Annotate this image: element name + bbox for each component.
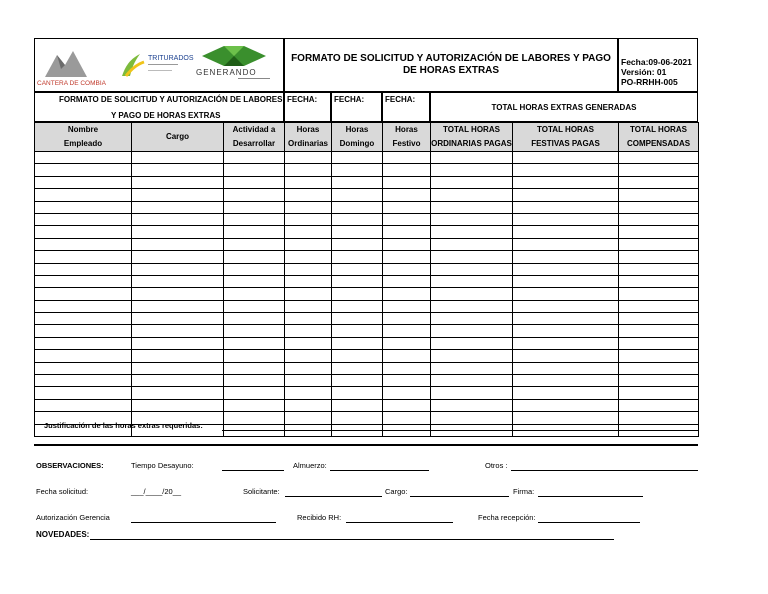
- table-cell[interactable]: [431, 263, 513, 275]
- table-cell[interactable]: [332, 263, 383, 275]
- table-cell[interactable]: [35, 226, 132, 238]
- table-cell[interactable]: [332, 201, 383, 213]
- table-cell[interactable]: [224, 251, 285, 263]
- table-cell[interactable]: [132, 176, 224, 188]
- table-cell[interactable]: [224, 412, 285, 424]
- table-cell[interactable]: [35, 176, 132, 188]
- table-cell[interactable]: [383, 238, 431, 250]
- table-row: [35, 375, 699, 387]
- table-row: [35, 387, 699, 399]
- table-cell[interactable]: [619, 176, 699, 188]
- col-total-compensadas: TOTAL HORAS COMPENSADAS: [619, 123, 699, 152]
- fecha-field-3[interactable]: FECHA:: [382, 92, 430, 122]
- table-cell[interactable]: [431, 375, 513, 387]
- table-cell[interactable]: [619, 263, 699, 275]
- table-cell[interactable]: [332, 375, 383, 387]
- table-cell[interactable]: [619, 275, 699, 287]
- table-cell[interactable]: [383, 275, 431, 287]
- table-row: [35, 300, 699, 312]
- table-cell[interactable]: [332, 213, 383, 225]
- table-cell[interactable]: [35, 263, 132, 275]
- table-cell[interactable]: [383, 288, 431, 300]
- table-row: [35, 350, 699, 362]
- fecha-solicitud-label: Fecha solicitud:: [36, 487, 89, 496]
- table-cell[interactable]: [132, 288, 224, 300]
- table-cell[interactable]: [132, 152, 224, 164]
- table-cell[interactable]: [619, 288, 699, 300]
- table-cell[interactable]: [285, 399, 332, 411]
- novedades-label: NOVEDADES:: [36, 530, 90, 539]
- table-cell[interactable]: [431, 313, 513, 325]
- table-cell[interactable]: [332, 412, 383, 424]
- table-cell[interactable]: [35, 375, 132, 387]
- table-cell[interactable]: [513, 325, 619, 337]
- almuerzo-input[interactable]: [330, 470, 429, 471]
- table-cell[interactable]: [224, 399, 285, 411]
- table-cell[interactable]: [35, 213, 132, 225]
- table-cell[interactable]: [35, 201, 132, 213]
- table-cell[interactable]: [431, 251, 513, 263]
- table-row: [35, 226, 699, 238]
- table-cell[interactable]: [513, 226, 619, 238]
- table-row: [35, 313, 699, 325]
- otros-label: Otros :: [485, 461, 508, 470]
- table-cell[interactable]: [35, 189, 132, 201]
- table-cell[interactable]: [285, 362, 332, 374]
- table-cell[interactable]: [383, 213, 431, 225]
- table-cell[interactable]: [431, 387, 513, 399]
- table-cell[interactable]: [132, 325, 224, 337]
- table-cell[interactable]: [513, 201, 619, 213]
- table-cell[interactable]: [224, 263, 285, 275]
- table-cell[interactable]: [383, 201, 431, 213]
- table-body: [35, 152, 699, 437]
- table-cell[interactable]: [619, 213, 699, 225]
- table-row: [35, 213, 699, 225]
- table-row: [35, 399, 699, 411]
- table-cell[interactable]: [332, 387, 383, 399]
- fecha-solicitud-input[interactable]: ___/____/20__: [131, 487, 182, 496]
- fecha-field-2[interactable]: FECHA:: [331, 92, 382, 122]
- table-cell[interactable]: [513, 263, 619, 275]
- form-title: FORMATO DE SOLICITUD Y AUTORIZACIÓN DE LABORES Y PAGO DE HORAS EXTRAS: [284, 38, 618, 92]
- table-cell[interactable]: [332, 226, 383, 238]
- table-cell[interactable]: [332, 288, 383, 300]
- table-row: [35, 238, 699, 250]
- table-row: [35, 201, 699, 213]
- doc-version: Versión: 01: [621, 67, 667, 77]
- table-row: [35, 325, 699, 337]
- table-cell[interactable]: [35, 387, 132, 399]
- mountain-icon: [45, 51, 87, 77]
- table-cell[interactable]: [513, 412, 619, 424]
- table-cell[interactable]: [224, 350, 285, 362]
- table-cell[interactable]: [285, 375, 332, 387]
- table-cell[interactable]: [431, 288, 513, 300]
- solicitante-input[interactable]: [285, 496, 382, 497]
- desayuno-label: Tiempo Desayuno:: [131, 461, 194, 470]
- table-cell[interactable]: [513, 375, 619, 387]
- table-cell[interactable]: [383, 362, 431, 374]
- table-cell[interactable]: [285, 412, 332, 424]
- firma-input[interactable]: [538, 496, 643, 497]
- table-cell[interactable]: [35, 251, 132, 263]
- table-cell[interactable]: [224, 213, 285, 225]
- table-cell[interactable]: [285, 387, 332, 399]
- table-cell[interactable]: [224, 362, 285, 374]
- table-row: [35, 263, 699, 275]
- table-cell[interactable]: [35, 313, 132, 325]
- table-cell[interactable]: [513, 313, 619, 325]
- table-cell[interactable]: [619, 201, 699, 213]
- table-cell[interactable]: [619, 399, 699, 411]
- table-cell[interactable]: [513, 213, 619, 225]
- table-cell[interactable]: [35, 288, 132, 300]
- table-row: [35, 176, 699, 188]
- table-cell[interactable]: [619, 387, 699, 399]
- table-cell[interactable]: [431, 238, 513, 250]
- solicitante-label: Solicitante:: [243, 487, 280, 496]
- table-cell[interactable]: [285, 201, 332, 213]
- total-horas-header: TOTAL HORAS EXTRAS GENERADAS: [430, 92, 698, 122]
- table-cell[interactable]: [383, 399, 431, 411]
- table-cell[interactable]: [619, 226, 699, 238]
- table-cell[interactable]: [332, 189, 383, 201]
- section-divider: [34, 444, 698, 446]
- table-cell[interactable]: [431, 226, 513, 238]
- cargo-input[interactable]: [410, 496, 509, 497]
- table-cell[interactable]: [513, 275, 619, 287]
- fecha-recepcion-label: Fecha recepción:: [478, 513, 536, 522]
- doc-code: PO-RRHH-005: [621, 77, 678, 87]
- table-cell[interactable]: [431, 350, 513, 362]
- table-cell[interactable]: [383, 176, 431, 188]
- table-cell[interactable]: [383, 152, 431, 164]
- table-cell[interactable]: [619, 251, 699, 263]
- table-cell[interactable]: [285, 238, 332, 250]
- table-cell[interactable]: [332, 176, 383, 188]
- table-cell[interactable]: [513, 387, 619, 399]
- table-cell[interactable]: [132, 362, 224, 374]
- otros-input[interactable]: [511, 470, 698, 471]
- table-cell[interactable]: [383, 387, 431, 399]
- table-cell[interactable]: [132, 375, 224, 387]
- table-cell[interactable]: [35, 152, 132, 164]
- table-cell[interactable]: [383, 263, 431, 275]
- triturados-logo: [118, 50, 194, 80]
- table-cell[interactable]: [332, 238, 383, 250]
- table-cell[interactable]: [619, 152, 699, 164]
- table-cell[interactable]: [513, 238, 619, 250]
- table-cell[interactable]: [224, 325, 285, 337]
- table-cell[interactable]: [431, 399, 513, 411]
- table-cell[interactable]: [132, 350, 224, 362]
- table-cell[interactable]: [619, 337, 699, 349]
- table-cell[interactable]: [132, 399, 224, 411]
- table-cell[interactable]: [285, 164, 332, 176]
- table-cell[interactable]: [132, 213, 224, 225]
- table-cell[interactable]: [383, 350, 431, 362]
- table-row: [35, 275, 699, 287]
- table-cell[interactable]: [332, 325, 383, 337]
- table-cell[interactable]: [224, 375, 285, 387]
- table-cell[interactable]: [132, 226, 224, 238]
- table-cell[interactable]: [224, 313, 285, 325]
- table-cell[interactable]: [35, 164, 132, 176]
- table-cell[interactable]: [224, 300, 285, 312]
- table-cell[interactable]: [513, 164, 619, 176]
- table-cell[interactable]: [132, 164, 224, 176]
- table-cell[interactable]: [332, 337, 383, 349]
- table-cell[interactable]: [619, 350, 699, 362]
- table-cell[interactable]: [224, 275, 285, 287]
- table-row: [35, 288, 699, 300]
- table-cell[interactable]: [132, 189, 224, 201]
- table-cell[interactable]: [431, 189, 513, 201]
- observaciones-label: OBSERVACIONES:: [36, 461, 104, 470]
- table-cell[interactable]: [285, 288, 332, 300]
- novedades-input[interactable]: [90, 539, 614, 540]
- justificacion-input[interactable]: [222, 430, 698, 431]
- generando-logo: [194, 42, 274, 84]
- table-cell[interactable]: [35, 350, 132, 362]
- table-cell[interactable]: [513, 189, 619, 201]
- table-cell[interactable]: [35, 337, 132, 349]
- table-header-row: [35, 123, 699, 152]
- table-cell[interactable]: [513, 362, 619, 374]
- table-cell[interactable]: [224, 288, 285, 300]
- table-cell[interactable]: [383, 412, 431, 424]
- table-cell[interactable]: [224, 387, 285, 399]
- table-cell[interactable]: [285, 275, 332, 287]
- col-nombre: Nombre Empleado: [35, 123, 132, 152]
- fecha-field-1[interactable]: FECHA:: [284, 92, 331, 122]
- table-cell[interactable]: [332, 152, 383, 164]
- table-cell[interactable]: [431, 337, 513, 349]
- overtime-table: [34, 122, 699, 437]
- table-row: [35, 164, 699, 176]
- table-cell[interactable]: [285, 350, 332, 362]
- col-total-ordinarias: TOTAL HORAS ORDINARIAS PAGAS: [431, 123, 513, 152]
- table-cell[interactable]: [383, 337, 431, 349]
- table-cell[interactable]: [224, 337, 285, 349]
- desayuno-input[interactable]: [222, 470, 284, 471]
- table-cell[interactable]: [132, 313, 224, 325]
- recibido-label: Recibido RH:: [297, 513, 342, 522]
- table-cell[interactable]: [383, 251, 431, 263]
- firma-label: Firma:: [513, 487, 535, 496]
- table-cell[interactable]: [132, 251, 224, 263]
- table-cell[interactable]: [224, 176, 285, 188]
- table-cell[interactable]: [383, 189, 431, 201]
- autorizacion-input[interactable]: [131, 522, 276, 523]
- subheader-title: FORMATO DE SOLICITUD Y AUTORIZACIÓN DE LABORES Y PAGO DE HORAS EXTRAS: [34, 92, 284, 122]
- table-row: [35, 337, 699, 349]
- col-horas-ordinarias: Horas Ordinarias: [285, 123, 332, 152]
- table-cell[interactable]: [132, 238, 224, 250]
- table-cell[interactable]: [35, 362, 132, 374]
- autorizacion-label: Autorización Gerencia: [36, 513, 110, 522]
- fecha-recepcion-input[interactable]: [538, 522, 640, 523]
- table-cell[interactable]: [332, 275, 383, 287]
- table-cell[interactable]: [431, 176, 513, 188]
- almuerzo-label: Almuerzo:: [293, 461, 327, 470]
- table-cell[interactable]: [513, 337, 619, 349]
- table-row: [35, 152, 699, 164]
- table-cell[interactable]: [35, 300, 132, 312]
- table-cell[interactable]: [383, 164, 431, 176]
- table-cell[interactable]: [332, 313, 383, 325]
- table-cell[interactable]: [132, 300, 224, 312]
- table-row: [35, 251, 699, 263]
- table-cell[interactable]: [619, 189, 699, 201]
- table-cell[interactable]: [431, 152, 513, 164]
- table-cell[interactable]: [285, 176, 332, 188]
- table-cell[interactable]: [285, 300, 332, 312]
- table-cell[interactable]: [513, 350, 619, 362]
- cargo-label: Cargo:: [385, 487, 408, 496]
- table-cell[interactable]: [513, 288, 619, 300]
- table-cell[interactable]: [132, 275, 224, 287]
- table-cell[interactable]: [383, 226, 431, 238]
- table-cell[interactable]: [285, 337, 332, 349]
- table-cell[interactable]: [132, 337, 224, 349]
- table-cell[interactable]: [383, 375, 431, 387]
- doc-date: Fecha:09-06-2021: [621, 57, 692, 67]
- table-cell[interactable]: [224, 238, 285, 250]
- table-cell[interactable]: [513, 399, 619, 411]
- table-cell[interactable]: [619, 375, 699, 387]
- table-cell[interactable]: [431, 300, 513, 312]
- table-cell[interactable]: [619, 164, 699, 176]
- table-cell[interactable]: [224, 226, 285, 238]
- table-cell[interactable]: [619, 412, 699, 424]
- table-cell[interactable]: [383, 300, 431, 312]
- col-actividad: Actividad a Desarrollar: [224, 123, 285, 152]
- col-total-festivas: TOTAL HORAS FESTIVAS PAGAS: [513, 123, 619, 152]
- table-cell[interactable]: [332, 399, 383, 411]
- table-cell[interactable]: [431, 213, 513, 225]
- table-cell[interactable]: [332, 350, 383, 362]
- table-cell[interactable]: [224, 164, 285, 176]
- table-cell[interactable]: [513, 152, 619, 164]
- table-cell[interactable]: [285, 213, 332, 225]
- table-cell[interactable]: [285, 226, 332, 238]
- table-cell[interactable]: [431, 325, 513, 337]
- table-cell[interactable]: [513, 251, 619, 263]
- table-cell[interactable]: [619, 362, 699, 374]
- table-cell[interactable]: [431, 164, 513, 176]
- cantera-logo-text: CANTERA DE COMBIA: [37, 80, 106, 87]
- table-cell[interactable]: [431, 412, 513, 424]
- table-cell[interactable]: [619, 300, 699, 312]
- document-meta: [618, 38, 698, 92]
- table-cell[interactable]: [332, 300, 383, 312]
- table-cell[interactable]: [285, 263, 332, 275]
- justificacion-label: Justificación de las horas extras requeridas:: [44, 421, 203, 430]
- table-cell[interactable]: [224, 152, 285, 164]
- table-cell[interactable]: [224, 189, 285, 201]
- table-cell[interactable]: [285, 251, 332, 263]
- col-horas-festivo: Horas Festivo: [383, 123, 431, 152]
- table-cell[interactable]: [35, 275, 132, 287]
- table-cell[interactable]: [285, 189, 332, 201]
- table-row: [35, 362, 699, 374]
- table-cell[interactable]: [383, 325, 431, 337]
- col-cargo: Cargo: [132, 123, 224, 152]
- svg-text:TRITURADOS: TRITURADOS: [148, 55, 194, 62]
- table-cell[interactable]: [332, 362, 383, 374]
- table-cell[interactable]: [224, 201, 285, 213]
- table-cell[interactable]: [132, 387, 224, 399]
- table-cell[interactable]: [332, 251, 383, 263]
- table-cell[interactable]: [513, 176, 619, 188]
- table-cell[interactable]: [35, 325, 132, 337]
- table-cell[interactable]: [132, 201, 224, 213]
- table-cell[interactable]: [35, 238, 132, 250]
- table-cell[interactable]: [285, 325, 332, 337]
- table-cell[interactable]: [619, 238, 699, 250]
- table-cell[interactable]: [35, 399, 132, 411]
- table-cell[interactable]: [431, 201, 513, 213]
- table-cell[interactable]: [431, 275, 513, 287]
- table-cell[interactable]: [332, 164, 383, 176]
- table-cell[interactable]: [619, 325, 699, 337]
- table-cell[interactable]: [513, 300, 619, 312]
- table-cell[interactable]: [619, 313, 699, 325]
- table-cell[interactable]: [383, 313, 431, 325]
- table-row: [35, 189, 699, 201]
- table-cell[interactable]: [285, 313, 332, 325]
- table-cell[interactable]: [285, 152, 332, 164]
- svg-text:GENERANDO: GENERANDO: [196, 68, 257, 77]
- table-cell[interactable]: [132, 263, 224, 275]
- col-horas-domingo: Horas Domingo: [332, 123, 383, 152]
- table-cell[interactable]: [431, 362, 513, 374]
- recibido-input[interactable]: [346, 522, 453, 523]
